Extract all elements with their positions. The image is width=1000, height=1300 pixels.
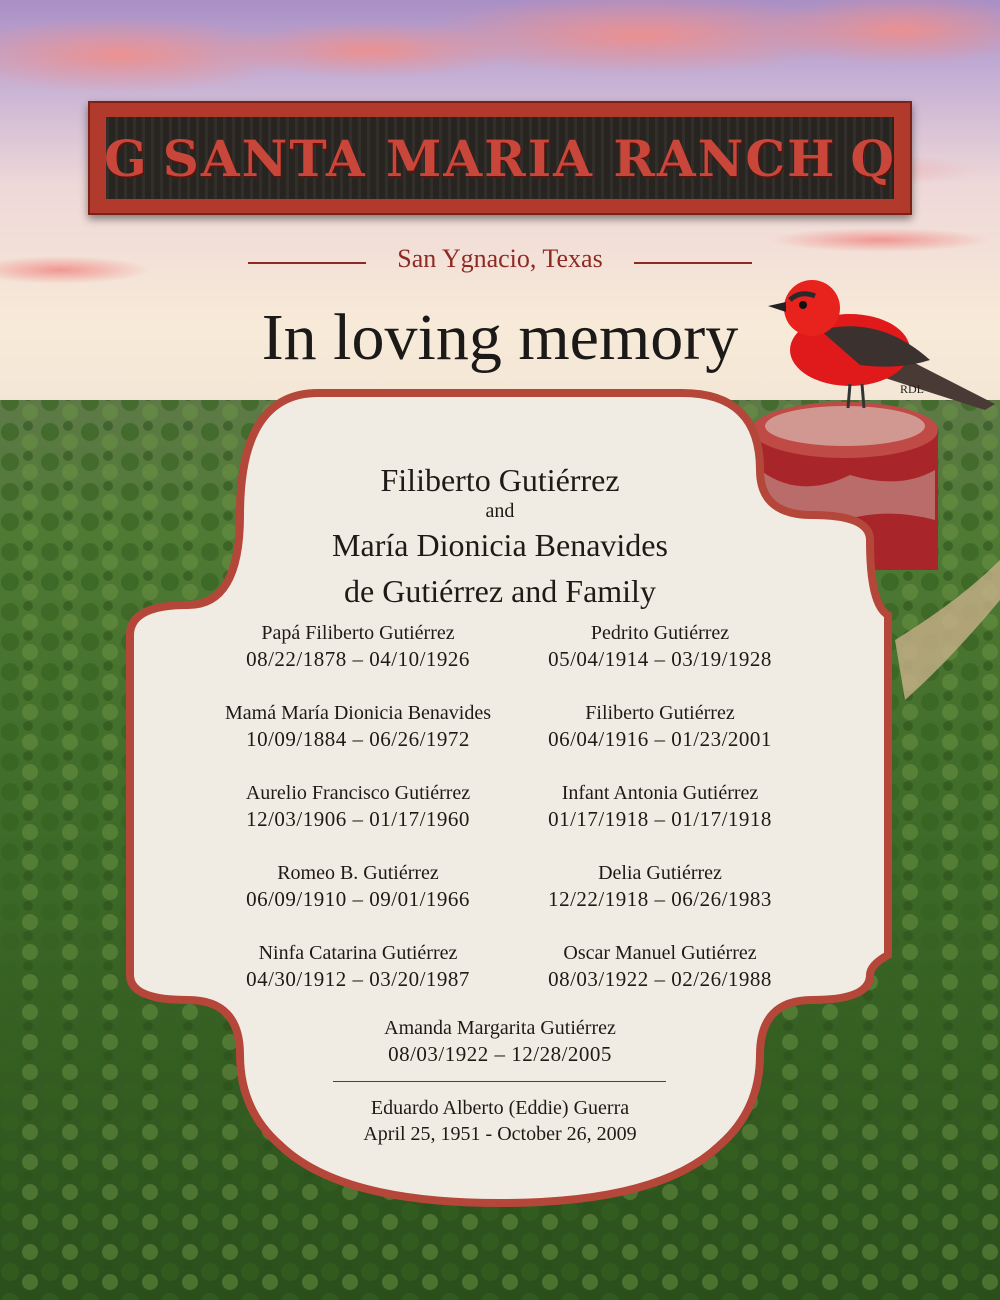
entry-dates: 12/03/1906 – 01/17/1960 [246, 807, 470, 831]
entry-name: Aurelio Francisco Gutiérrez [245, 782, 471, 804]
final-entry-name: Eduardo Alberto (Eddie) Guerra [370, 1097, 630, 1119]
honoree-name-2: María Dionicia Benavides [332, 527, 668, 563]
right-brand-mark: Q [850, 128, 896, 188]
honoree-name-3: de Gutiérrez and Family [344, 573, 656, 609]
ranch-sign-text [90, 129, 910, 188]
and-text: and [485, 500, 515, 522]
memorial-entry [193, 780, 523, 833]
entry-name: Papá Filiberto Gutiérrez [261, 622, 455, 644]
memorial-entry [495, 780, 825, 833]
bird-initials: RDL [900, 382, 924, 396]
final-entry-dates: April 25, 1951 - October 26, 2009 [363, 1123, 637, 1145]
entry-name: Filiberto Gutiérrez [585, 702, 735, 724]
entry-dates: 01/17/1918 – 01/17/1918 [548, 807, 772, 831]
ranch-sign [88, 101, 912, 215]
entry-name: Delia Gutiérrez [598, 862, 722, 884]
memorial-entry [193, 940, 523, 993]
entry-name: Amanda Margarita Gutiérrez [384, 1017, 616, 1039]
ranch-sign-board [106, 117, 894, 199]
entry-dates: 12/22/1918 – 06/26/1983 [548, 887, 772, 911]
entry-dates: 08/03/1922 – 12/28/2005 [388, 1042, 612, 1066]
entry-dates: 05/04/1914 – 03/19/1928 [548, 647, 772, 671]
memorial-entry [495, 940, 825, 993]
page-title: In loving memory [261, 301, 739, 374]
memorial-entry [495, 860, 825, 913]
memorial-entry [495, 620, 825, 673]
memorial-entry [193, 700, 523, 753]
memorial-entry [193, 860, 523, 913]
entry-name: Oscar Manuel Gutiérrez [563, 942, 757, 964]
entry-name: Ninfa Catarina Gutiérrez [258, 942, 458, 964]
honoree-name-1: Filiberto Gutiérrez [380, 462, 620, 498]
entry-name: Mamá María Dionicia Benavides [224, 702, 492, 724]
memorial-entry [335, 1015, 665, 1068]
entry-name: Infant Antonia Gutiérrez [561, 782, 759, 804]
card-divider [333, 1081, 666, 1082]
final-memorial-entry [285, 1095, 715, 1148]
entry-name: Romeo B. Gutiérrez [277, 862, 439, 884]
entry-name: Pedrito Gutiérrez [590, 622, 730, 644]
left-brand-mark: G [104, 128, 149, 188]
entry-dates: 08/03/1922 – 02/26/1988 [548, 967, 772, 991]
memorial-entry [193, 620, 523, 673]
entry-dates: 06/09/1910 – 09/01/1966 [246, 887, 470, 911]
location-rule-right [634, 262, 752, 264]
entry-dates: 10/09/1884 – 06/26/1972 [246, 727, 470, 751]
entry-dates: 04/30/1912 – 03/20/1987 [246, 967, 470, 991]
memorial-entry [495, 700, 825, 753]
entry-dates: 06/04/1916 – 01/23/2001 [548, 727, 772, 751]
entry-dates: 08/22/1878 – 04/10/1926 [246, 647, 470, 671]
location-text: San Ygnacio, Texas [397, 244, 603, 273]
ranch-name: SANTA MARIA RANCH [162, 128, 837, 188]
